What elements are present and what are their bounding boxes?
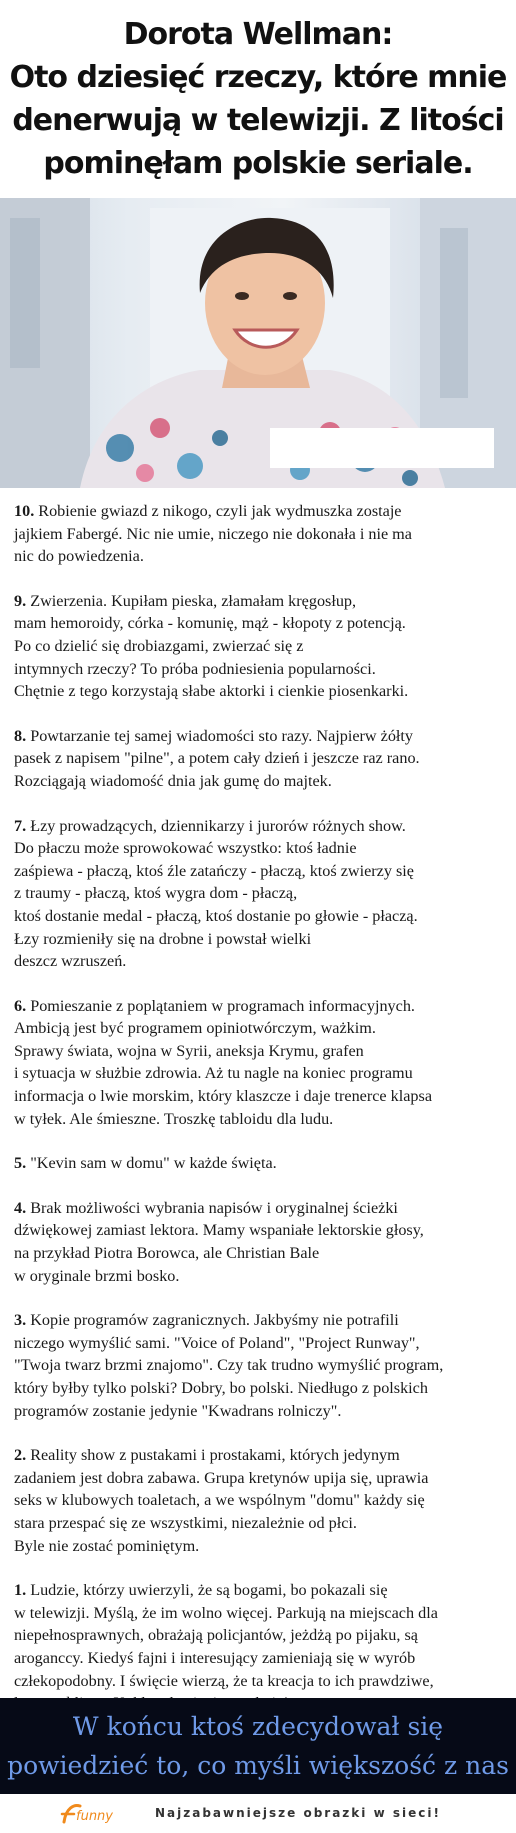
item-text: jajkiem Fabergé. Nic nie umie, niczego nie dokonała i nie ma bbox=[14, 524, 412, 543]
item-text: w tyłek. Ale śmieszne. Troszkę tabloidu dla ludu. bbox=[14, 1109, 334, 1128]
item-number: 4. bbox=[14, 1198, 27, 1217]
list-item bbox=[14, 590, 504, 703]
list-item bbox=[14, 1444, 504, 1557]
item-text: zaśpiewa - płaczą, ktoś źle zatańczy - płaczą, ktoś zwierzy się bbox=[14, 861, 414, 880]
item-text: niczego wymyślić sami. "Voice of Poland", "Project Runway", bbox=[14, 1333, 420, 1352]
item-text: Byle nie zostać pominiętym. bbox=[14, 1536, 200, 1555]
item-text: Reality show z pustakami i prostakami, których jedynym bbox=[30, 1446, 400, 1465]
list-item bbox=[14, 1309, 504, 1422]
item-text: w telewizji. Myślą, że im wolno więcej. Parkują na miejscach dla bbox=[14, 1603, 438, 1622]
item-text: Kopie programów zagranicznych. Jakbyśmy nie potrafili bbox=[30, 1311, 399, 1330]
item-text: Po co dzielić się drobiazgami, zwierzać się z bbox=[14, 636, 304, 655]
list-item bbox=[14, 1152, 504, 1175]
banner-line-2: powiedzieć to, co myśli większość z nas bbox=[7, 1751, 509, 1780]
banner-line-1: W końcu ktoś zdecydował się bbox=[72, 1712, 444, 1741]
list-item bbox=[14, 1197, 504, 1287]
item-text: niepełnosprawnych, obrażają policjantów, jeżdżą po pijaku, są bbox=[14, 1626, 418, 1645]
item-text: Do płaczu może sprowokować wszystko: ktoś ładnie bbox=[14, 839, 357, 858]
list-item bbox=[14, 995, 504, 1131]
item-text: nic do powiedzenia. bbox=[14, 547, 144, 566]
item-text: z traumy - płaczą, ktoś wygra dom - płaczą, bbox=[14, 884, 298, 903]
title-line-2: Oto dziesięć rzeczy, które mnie bbox=[9, 60, 507, 95]
title-line-4: pominęłam polskie seriale. bbox=[43, 146, 473, 181]
item-number: 9. bbox=[14, 591, 27, 610]
item-text: Łzy prowadzących, dziennikarzy i jurorów różnych show. bbox=[30, 816, 406, 835]
caption-banner bbox=[0, 1698, 516, 1794]
item-number: 2. bbox=[14, 1446, 27, 1465]
item-text: Zwierzenia. Kupiłam pieska, złamałam kręgosłup, bbox=[30, 591, 357, 610]
item-text: "Kevin sam w domu" w każde święta. bbox=[30, 1154, 277, 1173]
item-number: 10. bbox=[14, 502, 35, 520]
item-text: Rozciągają wiadomość dnia jak gumę do majtek. bbox=[14, 771, 332, 790]
item-text: Ambicją jest być programem opiniotwórczym, ważkim. bbox=[14, 1019, 376, 1038]
item-text: intymnych rzeczy? To próba podniesienia popularności. bbox=[14, 659, 376, 678]
item-text: ktoś dostanie medal - płaczą, ktoś dostanie po głowie - płaczą. bbox=[14, 906, 418, 925]
item-text: zadaniem jest dobra zabawa. Grupa kretynów upija się, uprawia bbox=[14, 1468, 429, 1487]
funny-logo-icon[interactable] bbox=[60, 1800, 138, 1828]
list-item bbox=[14, 725, 504, 793]
item-text: "Twoja twarz brzmi znajomo". Czy tak trudno wymyślić program, bbox=[14, 1356, 444, 1375]
item-text: seks w klubowych toaletach, a we wspólnym "domu" każdy się bbox=[14, 1491, 425, 1510]
item-text: na przykład Piotra Borowca, ale Christian Bale bbox=[14, 1244, 320, 1263]
item-text: Pomieszanie z poplątaniem w programach informacyjnych. bbox=[30, 996, 415, 1015]
item-text: programów zostanie jedynie "Kwadrans rolniczy". bbox=[14, 1401, 342, 1420]
list-item bbox=[14, 1579, 504, 1715]
item-text: w oryginale brzmi bosko. bbox=[14, 1266, 180, 1285]
item-number: 6. bbox=[14, 996, 27, 1015]
article-body bbox=[14, 500, 504, 1737]
item-number: 7. bbox=[14, 816, 27, 835]
footer-tagline: Najzabawniejsze obrazki w sieci! bbox=[155, 1806, 441, 1820]
item-text: Powtarzanie tej samej wiadomości sto razy. Najpierw żółty bbox=[30, 726, 414, 745]
article-title bbox=[0, 0, 516, 198]
item-text: stara przespać się ze wszystkimi, niezależnie od płci. bbox=[14, 1513, 357, 1532]
item-number: 8. bbox=[14, 726, 27, 745]
item-number: 5. bbox=[14, 1154, 27, 1173]
item-text: mam hemoroidy, córka - komunię, mąż - kłopoty z potencją. bbox=[14, 614, 406, 633]
item-number: 1. bbox=[14, 1581, 27, 1600]
item-text: Chętnie z tego korzystają słabe aktorki i cienkie piosenkarki. bbox=[14, 682, 409, 701]
item-text: Robienie gwiazd z nikogo, czyli jak wydmuszka zostaje bbox=[38, 502, 402, 520]
item-text: informacja o lwie morskim, który klaszcze i daje trenerce klapsa bbox=[14, 1087, 433, 1106]
item-text: aroganccy. Kiedyś fajni i interesujący zamieniają się w wyrób bbox=[14, 1648, 416, 1667]
title-line-3: denerwują w telewizji. Z litości bbox=[12, 103, 504, 138]
woman-portrait-photo bbox=[0, 198, 516, 488]
item-text: Brak możliwości wybrania napisów i oryginalnej ścieżki bbox=[30, 1198, 398, 1217]
title-line-1: Dorota Wellman: bbox=[123, 17, 393, 52]
item-text: Łzy rozmieniły się na drobne i powstał wielki bbox=[14, 929, 312, 948]
item-text: Ludzie, którzy uwierzyli, że są bogami, bo pokazali się bbox=[30, 1581, 388, 1600]
white-overlay-box bbox=[270, 428, 494, 468]
item-text: człekopodobny. I święcie wierzą, że ta kreacja to ich prawdziwe, bbox=[14, 1671, 434, 1690]
item-text: Sprawy świata, wojna w Syrii, aneksja Krymu, grafen bbox=[14, 1041, 364, 1060]
item-text: deszcz wzruszeń. bbox=[14, 952, 127, 971]
list-item bbox=[14, 815, 504, 973]
list-item bbox=[14, 500, 504, 568]
site-footer bbox=[0, 1794, 516, 1833]
item-text: który byłby tylko polski? Dobry, bo polski. Niedługo z polskich bbox=[14, 1379, 428, 1397]
item-text: dźwiękowej zamiast lektora. Mamy wspaniałe lektorskie głosy, bbox=[14, 1221, 424, 1240]
item-text: i sytuacja w służbie zdrowia. Aż tu nagle na koniec programu bbox=[14, 1064, 413, 1083]
item-number: 3. bbox=[14, 1311, 27, 1330]
item-text: pasek z napisem "pilne", a potem cały dzień i jeszcze raz rano. bbox=[14, 749, 420, 768]
logo-text: funny bbox=[76, 1809, 113, 1824]
